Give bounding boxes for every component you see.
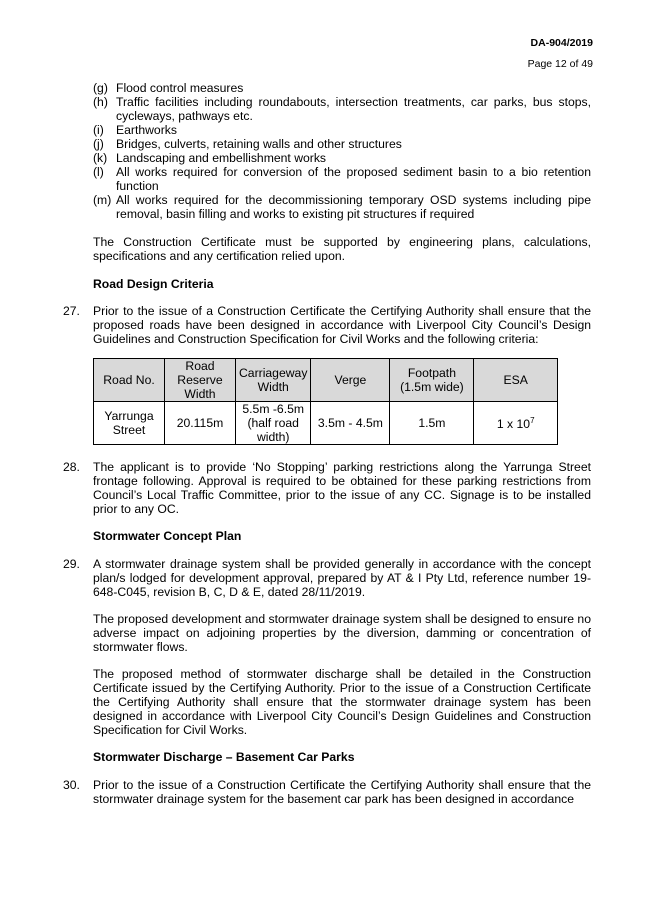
construction-certificate-paragraph: The Construction Certificate must be supported by engineering plans, calculations, specifications and any certification relied upon. [93, 235, 591, 263]
road-design-criteria-table [93, 358, 558, 445]
condition-text: The applicant is to provide ‘No Stopping’ parking restrictions along the Yarrunga Street frontage following. Approval is required to be obtained for these parking restrictions from Council’s Local Traffic Committee, prior to the issue of any CC. Signage is to be installed prior to any OC. [93, 460, 591, 516]
list-item-label: (m) [93, 193, 112, 207]
column-header: Road No. [94, 359, 165, 402]
section-heading-stormwater-concept: Stormwater Concept Plan [93, 529, 242, 543]
list-item-text: Traffic facilities including roundabouts, intersection treatments, car parks, bus stops, cycleways, pathways etc. [116, 95, 591, 123]
list-item-label: (h) [93, 95, 108, 109]
table-cell-verge: 3.5m - 4.5m [311, 402, 390, 445]
list-item [93, 165, 591, 193]
list-item-label: (k) [93, 151, 108, 165]
list-item [93, 95, 591, 123]
condition-paragraph: The proposed development and stormwater drainage system shall be designed to ensure no adverse impact on adjoining properties by the diversion, damming or concentration of stormwater flows. [93, 612, 591, 654]
list-item [93, 137, 591, 151]
table-cell-reserve-width: 20.115m [165, 402, 236, 445]
table-cell-esa [474, 402, 558, 445]
column-header: Carriageway Width [236, 359, 311, 402]
condition-text: A stormwater drainage system shall be provided generally in accordance with the concept plan/s lodged for development approval, prepared by AT & I Pty Ltd, reference number 19-648-C045, revision B, C, D & E, dated 28/11/2019. [93, 557, 591, 599]
condition-number: 30. [63, 778, 80, 792]
list-item-text: All works required for conversion of the proposed sediment basin to a bio retention function [116, 165, 591, 193]
list-item-label: (l) [93, 165, 104, 179]
list-item [93, 151, 591, 165]
list-item-text: Earthworks [116, 123, 177, 137]
table-cell-road-no: Yarrunga Street [94, 402, 165, 445]
condition-number: 28. [63, 460, 80, 474]
column-header: ESA [474, 359, 558, 402]
condition-text: Prior to the issue of a Construction Certificate the Certifying Authority shall ensure that the proposed roads have been designed in accordance with Liverpool City Council’s Design Guidelines and Construction Specification for Civil Works and the following criteria: [93, 304, 591, 346]
column-header: Road Reserve Width [165, 359, 236, 402]
list-item-text: Flood control measures [116, 81, 244, 95]
list-item-text: Bridges, culverts, retaining walls and other structures [116, 137, 402, 151]
condition-number: 27. [63, 304, 80, 318]
page-number: Page 12 of 49 [527, 58, 593, 70]
section-heading-basement-discharge: Stormwater Discharge – Basement Car Parks [93, 750, 355, 764]
condition-text: Prior to the issue of a Construction Certificate the Certifying Authority shall ensure that the stormwater drainage system for the basement car park has been designed in accordance [93, 778, 591, 806]
section-heading-road-design: Road Design Criteria [93, 277, 214, 291]
column-header: Footpath (1.5m wide) [390, 359, 474, 402]
list-item [93, 81, 591, 95]
list-item-text: Landscaping and embellishment works [116, 151, 327, 165]
list-item-text: All works required for the decommissioning temporary OSD systems including pipe removal, basin filling and works to existing pit structures if required [116, 193, 591, 221]
condition-paragraph: The proposed method of stormwater discharge shall be detailed in the Construction Certificate issued by the Certifying Authority. Prior to the issue of a Construction Certificate the Certifying Authority shall ensure that the stormwater drainage system has been designed in accordance with Liverpool City Council’s Design Guidelines and Construction Specification for Civil Works. [93, 667, 591, 737]
esa-exponent: 7 [530, 416, 535, 426]
table-header-row [94, 359, 558, 402]
table-row [94, 402, 558, 445]
esa-base: 1 x 10 [496, 417, 531, 432]
list-item-label: (j) [93, 137, 104, 151]
column-header: Verge [311, 359, 390, 402]
table-cell-carriageway-width: 5.5m -6.5m (half road width) [236, 402, 311, 445]
list-item [93, 193, 591, 221]
table-cell-footpath: 1.5m [390, 402, 474, 445]
list-item-label: (i) [93, 123, 104, 137]
list-item [93, 123, 591, 137]
list-item-label: (g) [93, 81, 108, 95]
condition-number: 29. [63, 557, 80, 571]
document-reference: DA-904/2019 [530, 37, 593, 49]
